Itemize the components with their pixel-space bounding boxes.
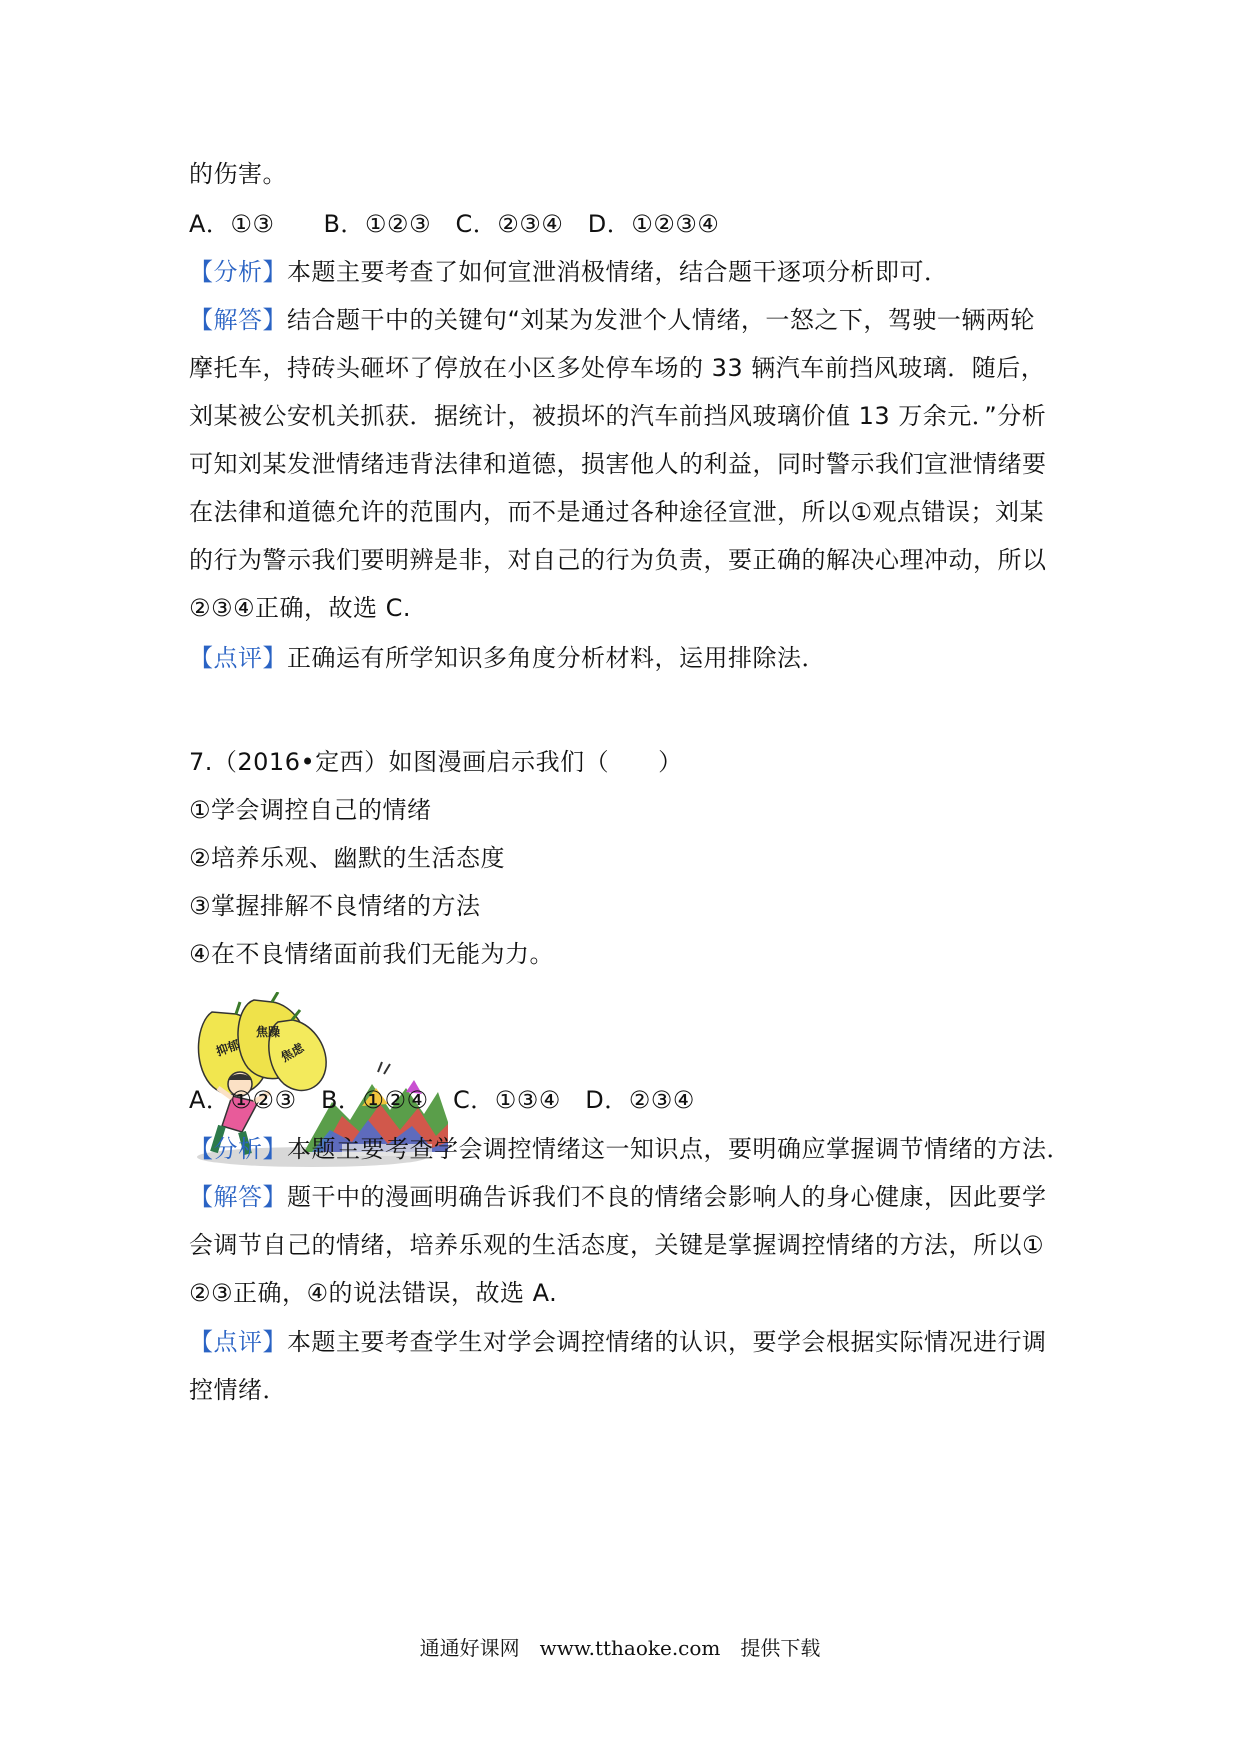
q6-analysis bbox=[189, 254, 1069, 290]
q7-item: ④在不良情绪面前我们无能为力。 bbox=[189, 940, 555, 968]
comment-text: 本题主要考查学生对学会调控情绪的认识，要学会根据实际情况进行调 bbox=[287, 1328, 1047, 1356]
cartoon-label: 抑郁 bbox=[214, 1037, 242, 1059]
analysis-text: 本题主要考查学会调控情绪这一知识点，要明确应掌握调节情绪的方法． bbox=[287, 1135, 1071, 1163]
page-footer: 通通好课网 www.tthaoke.com 提供下载 bbox=[419, 1636, 821, 1660]
q7-analysis bbox=[189, 1131, 1069, 1167]
q6-answer-line: 的行为警示我们要明辨是非，对自己的行为负责，要正确的解决心理冲动，所以 bbox=[189, 546, 1047, 574]
analysis-tag: 【分析】 bbox=[189, 258, 287, 286]
answer-tag: 【解答】 bbox=[189, 1183, 287, 1211]
q7-item: ③掌握排解不良情绪的方法 bbox=[189, 892, 481, 920]
answer-text: 题干中的漫画明确告诉我们不良的情绪会影响人的身心健康，因此要学 bbox=[287, 1183, 1047, 1211]
q7-answer-line: ②③正确，④的说法错误，故选 A. bbox=[189, 1279, 558, 1307]
q7-comment-line: 控情绪． bbox=[189, 1376, 287, 1404]
cartoon-label: 焦躁 bbox=[256, 1025, 281, 1039]
q6-answer-line: 刘某被公安机关抓获．据统计，被损坏的汽车前挡风玻璃价值 13 万余元．”分析 bbox=[189, 402, 1047, 430]
q6-answer-line: ②③④正确，故选 C. bbox=[189, 594, 412, 622]
answer-tag: 【解答】 bbox=[189, 306, 287, 334]
q7-options: A．①②③ B．①②④ C．①③④ D．②③④ bbox=[189, 1086, 695, 1114]
comment-text: 正确运有所学知识多角度分析材料，运用排除法． bbox=[287, 644, 826, 672]
answer-text: 结合题干中的关键句“刘某为发泄个人情绪，一怒之下，驾驶一辆两轮 bbox=[287, 306, 1035, 334]
q6-comment bbox=[189, 640, 1069, 676]
q7-item: ②培养乐观、幽默的生活态度 bbox=[189, 844, 506, 872]
comment-tag: 【点评】 bbox=[189, 644, 287, 672]
q6-answer-line: 在法律和道德允许的范围内，而不是通过各种途径宣泄，所以①观点错误；刘某 bbox=[189, 498, 1045, 526]
cartoon-label: 焦虑 bbox=[278, 1040, 307, 1065]
q7-answer bbox=[189, 1179, 1069, 1215]
q7-stem: 7.（2016•定西）如图漫画启示我们（ ） bbox=[189, 748, 683, 776]
analysis-tag: 【分析】 bbox=[189, 1135, 287, 1163]
q6-answer-line: 摩托车，持砖头砸坏了停放在小区多处停车场的 33 辆汽车前挡风玻璃．随后， bbox=[189, 354, 1046, 382]
q7-comment bbox=[189, 1324, 1069, 1360]
q6-answer bbox=[189, 302, 1069, 338]
q7-answer-line: 会调节自己的情绪，培养乐观的生活态度，关键是掌握调控情绪的方法，所以① bbox=[189, 1231, 1045, 1259]
q6-options: A．①③ B．①②③ C．②③④ D．①②③④ bbox=[189, 210, 720, 238]
q6-tail: 的伤害。 bbox=[189, 160, 287, 188]
analysis-text: 本题主要考查了如何宣泄消极情绪，结合题干逐项分析即可． bbox=[287, 258, 949, 286]
q7-item: ①学会调控自己的情绪 bbox=[189, 796, 432, 824]
q6-answer-line: 可知刘某发泄情绪违背法律和道德，损害他人的利益，同时警示我们宣泄情绪要 bbox=[189, 450, 1047, 478]
comment-tag: 【点评】 bbox=[189, 1328, 287, 1356]
